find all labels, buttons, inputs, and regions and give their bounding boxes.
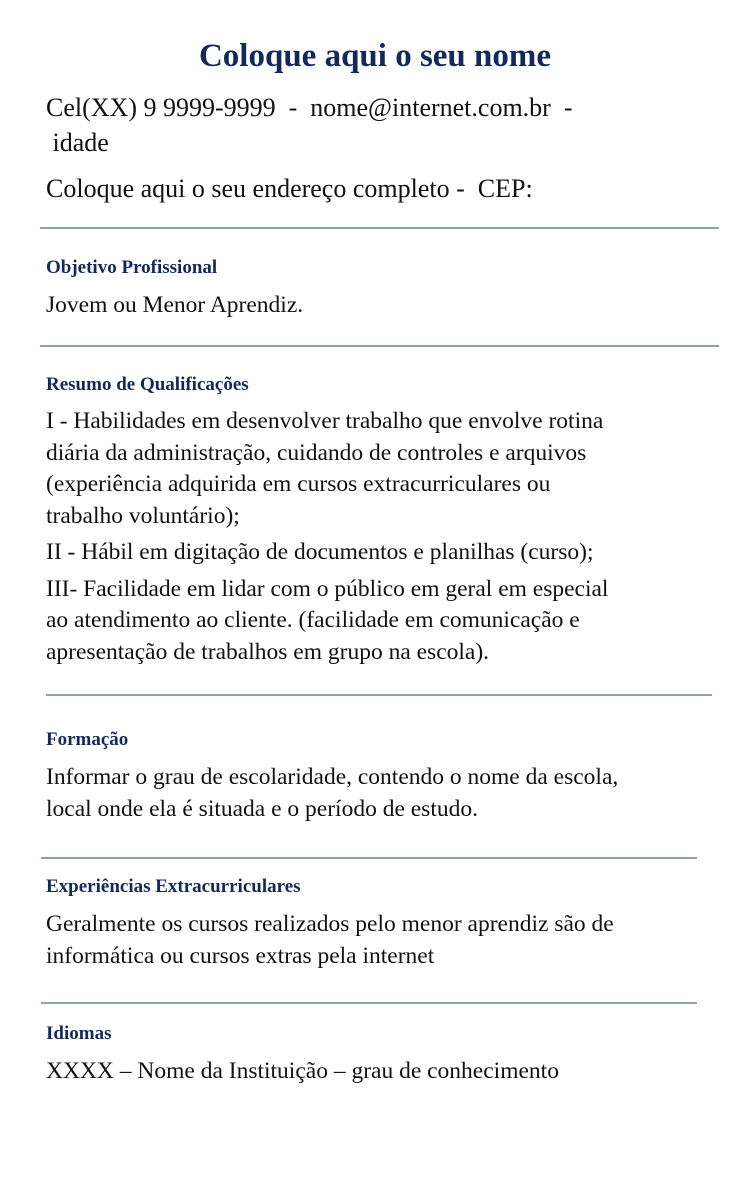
divider [46, 694, 712, 696]
text-line: II - Hábil em digitação de documentos e planilhas (curso); [46, 539, 594, 565]
divider [41, 857, 697, 859]
divider [40, 227, 719, 229]
text-line: Informar o grau de escolaridade, contendo o nome da escola, [46, 764, 619, 790]
text-line: trabalho voluntário); [46, 502, 240, 529]
address-line: Coloque aqui o seu endereço completo - CEP: [46, 174, 533, 203]
contact-line-2: idade [46, 128, 109, 157]
section-heading-objetivo: Objetivo Profissional [46, 257, 218, 278]
text-line: informática ou cursos extras pela internet [46, 942, 435, 969]
text-line: ao atendimento ao cliente. (facilidade em comunicação e [46, 607, 580, 633]
section-body-idiomas [46, 1056, 726, 1088]
text-line: III- Facilidade em lidar com o público em geral em especial [46, 575, 609, 602]
section-heading-idiomas: Idiomas [46, 1023, 112, 1044]
text-line: diária da administração, cuidando de controles e arquivos [46, 439, 587, 466]
objetivo-text: Jovem ou Menor Aprendiz. [46, 292, 304, 318]
section-heading-formacao: Formação [46, 729, 129, 750]
candidate-name: Coloque aqui o seu nome [198, 38, 552, 74]
section-heading-experiencias: Experiências Extracurriculares [46, 876, 301, 897]
contact-line-1: Cel(XX) 9 9999-9999 - nome@internet.com.br - [46, 93, 573, 122]
text-line: local onde ela é situada e o período de estudo. [46, 795, 478, 822]
section-body-experiencias [46, 909, 726, 972]
text-line: XXXX – Nome da Instituição – grau de conhecimento [46, 1058, 559, 1084]
section-body-resumo [46, 406, 726, 668]
contact-info [46, 90, 573, 160]
section-body-objetivo [46, 290, 726, 322]
divider [40, 345, 719, 347]
section-heading-resumo: Resumo de Qualificações [46, 374, 249, 395]
divider [41, 1002, 697, 1004]
text-line: Geralmente os cursos realizados pelo menor aprendiz são de [46, 911, 614, 937]
text-line: apresentação de trabalhos em grupo na escola). [46, 638, 490, 665]
text-line: (experiência adquirida em cursos extracurriculares ou [46, 471, 551, 497]
text-line: I - Habilidades em desenvolver trabalho que envolve rotina [46, 408, 604, 434]
section-body-formacao [46, 762, 726, 825]
qualification-item-3 [46, 574, 726, 669]
qualification-item-2 [46, 537, 726, 569]
qualification-item-1 [46, 406, 726, 532]
